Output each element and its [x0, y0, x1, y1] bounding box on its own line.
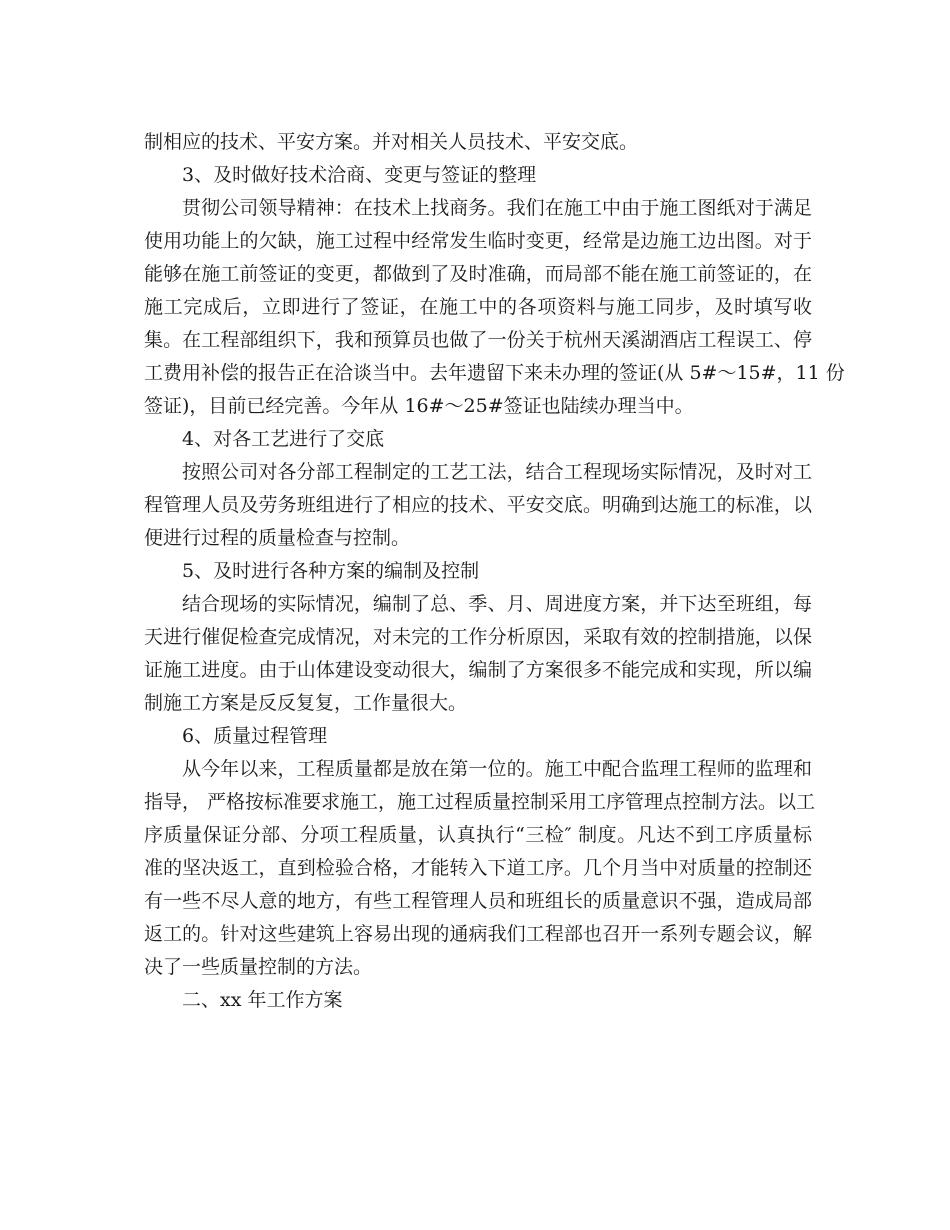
paragraph-line: 程管理人员及劳务班组进行了相应的技术、平安交底。明确到达施工的标准，以: [144, 494, 812, 516]
paragraph-line: 证施工进度。由于山体建设变动很大，编制了方案很多不能完成和实现，所以编: [144, 659, 812, 681]
paragraph-line: 便进行过程的质量检查与控制。: [144, 527, 411, 549]
section-heading: 5、及时进行各种方案的编制及控制: [182, 560, 480, 582]
paragraph-line: 返工的。针对这些建筑上容易出现的通病我们工程部也召开一系列专题会议，解: [144, 923, 812, 945]
section-heading: 二、xx 年工作方案: [182, 989, 343, 1011]
paragraph-line: 准的坚决返工，直到检验合格，才能转入下道工序。几个月当中对质量的控制还: [144, 857, 812, 879]
text-line: 制相应的技术、平安方案。并对相关人员技术、平安交底。: [144, 131, 639, 153]
paragraph-line: 制施工方案是反反复复，工作量很大。: [144, 692, 468, 714]
paragraph-line: 按照公司对各分部工程制定的工艺工法，结合工程现场实际情况，及时对工: [182, 461, 812, 483]
paragraph-line: 指导， 严格按标准要求施工，施工过程质量控制采用工序管理点控制方法。以工: [144, 791, 816, 813]
paragraph-line: 结合现场的实际情况，编制了总、季、月、周进度方案，并下达至班组，每: [182, 593, 812, 615]
paragraph-line: 从今年以来，工程质量都是放在第一位的。施工中配合监理工程师的监理和: [182, 758, 812, 780]
paragraph-line: 有一些不尽人意的地方，有些工程管理人员和班组长的质量意识不强，造成局部: [144, 890, 812, 912]
paragraph-line: 工费用补偿的报告正在洽谈当中。去年遗留下来未办理的签证(从 5#～15#，11 份: [144, 362, 845, 384]
document-page: [144, 126, 845, 1017]
section-heading: 6、质量过程管理: [182, 725, 328, 747]
paragraph-line: 集。在工程部组织下，我和预算员也做了一份关于杭州天溪湖酒店工程误工、停: [144, 329, 812, 351]
paragraph-line: 施工完成后，立即进行了签证，在施工中的各项资料与施工同步，及时填写收: [144, 296, 812, 318]
section-heading: 3、及时做好技术洽商、变更与签证的整理: [182, 164, 537, 186]
section-heading: 4、对各工艺进行了交底: [182, 428, 385, 450]
paragraph-line: 能够在施工前签证的变更，都做到了及时准确，而局部不能在施工前签证的，在: [144, 263, 812, 285]
paragraph-line: 天进行催促检查完成情况，对未完的工作分析原因，采取有效的控制措施，以保: [144, 626, 812, 648]
paragraph-line: 使用功能上的欠缺，施工过程中经常发生临时变更，经常是边施工边出图。对于: [144, 230, 812, 252]
paragraph-line: 签证)，目前已经完善。今年从 16#～25#签证也陆续办理当中。: [144, 395, 694, 417]
paragraph-line: 决了一些质量控制的方法。: [144, 956, 373, 978]
paragraph-line: 序质量保证分部、分项工程质量，认真执行“三检″ 制度。凡达不到工序质量标: [144, 824, 812, 846]
paragraph-line: 贯彻公司领导精神：在技术上找商务。我们在施工中由于施工图纸对于满足: [182, 197, 812, 219]
